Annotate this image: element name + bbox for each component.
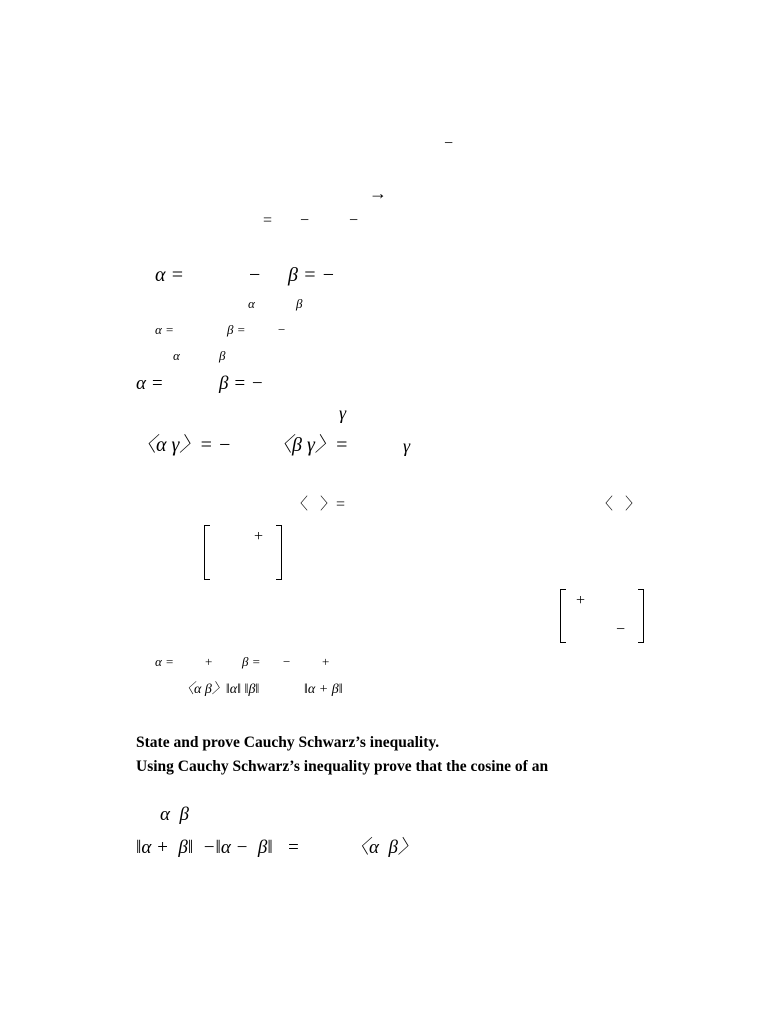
math-fragment: − bbox=[278, 322, 286, 337]
math-fragment: β bbox=[296, 296, 303, 311]
math-fragment: α = bbox=[136, 373, 164, 394]
math-fragment: 〈α β〉‖α‖ ‖β‖ bbox=[180, 682, 260, 697]
math-fragment: + bbox=[254, 528, 264, 545]
math-fragment: β = − bbox=[219, 373, 264, 394]
question-cosine-angle: Using Cauchy Schwarz’s inequality prove that the cosine of an bbox=[136, 758, 549, 775]
math-fragment: 〈 〉 bbox=[597, 496, 642, 513]
math-fragment: γ bbox=[403, 436, 411, 456]
math-fragment: 〈 〉= bbox=[292, 496, 346, 513]
math-fragment: 〈α γ〉= − bbox=[136, 434, 232, 456]
math-fragment: + bbox=[576, 592, 586, 609]
math-fragment: α = bbox=[155, 264, 184, 286]
math-fragment: α β bbox=[160, 804, 189, 825]
question-cauchy-schwarz: State and prove Cauchy Schwarz’s inequality. bbox=[136, 734, 440, 751]
math-fragment: ‖α + β‖ −‖α − β‖ = bbox=[136, 837, 300, 858]
math-fragment: α = bbox=[155, 322, 174, 337]
matrix-left-bracket bbox=[560, 589, 566, 643]
math-fragment: − bbox=[444, 135, 454, 152]
math-fragment: − bbox=[249, 264, 261, 286]
math-fragment: → bbox=[369, 183, 387, 203]
math-fragment: 〈α β〉 bbox=[350, 837, 417, 858]
math-fragment: − bbox=[300, 212, 310, 229]
matrix-left-bracket bbox=[204, 525, 210, 580]
math-fragment: − bbox=[616, 621, 626, 638]
math-fragment: + bbox=[322, 654, 330, 669]
matrix-right-bracket bbox=[638, 589, 644, 643]
math-fragment: = bbox=[263, 212, 273, 229]
math-fragment: − bbox=[283, 654, 291, 669]
math-fragment: β = − bbox=[288, 264, 335, 286]
matrix-right-bracket bbox=[276, 525, 282, 580]
math-fragment: α bbox=[173, 348, 180, 363]
math-fragment: β = bbox=[227, 322, 246, 337]
math-fragment: ‖α + β‖ bbox=[304, 682, 343, 697]
math-fragment: − bbox=[349, 212, 359, 229]
math-fragment: 〈β γ〉= bbox=[272, 434, 349, 456]
math-fragment: α = bbox=[155, 654, 174, 669]
math-fragment: β = bbox=[242, 654, 261, 669]
math-fragment: β bbox=[219, 348, 226, 363]
math-fragment: α bbox=[248, 296, 255, 311]
math-fragment: γ bbox=[339, 403, 347, 423]
math-fragment: + bbox=[205, 654, 213, 669]
